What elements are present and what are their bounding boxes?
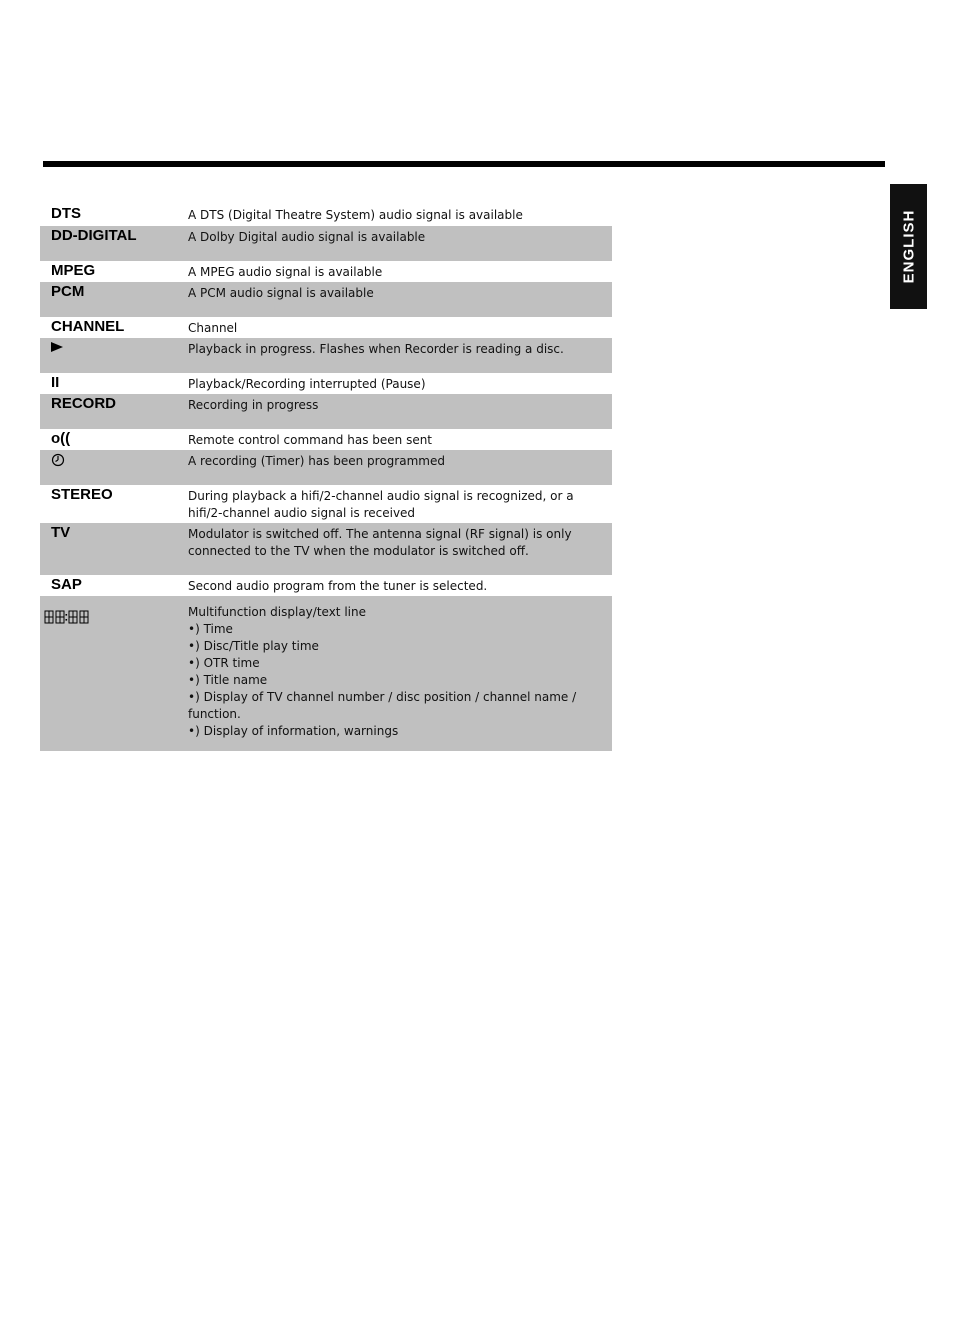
symbol-record: RECORD: [51, 395, 117, 412]
table-row-multifunction: [40, 596, 612, 751]
table-row-timer: [40, 450, 612, 485]
table-row-remote: [40, 429, 612, 450]
description: Remote control command has been sent: [188, 433, 433, 447]
description: Recording in progress: [188, 398, 319, 412]
description: Second audio program from the tuner is selected.: [188, 579, 488, 593]
table-row-dd-digital: [40, 226, 612, 261]
description: A recording (Timer) has been programmed: [188, 454, 445, 468]
symbol-multifunction: [40, 596, 188, 628]
description: During playback a hifi/2-channel audio signal is recognized, or a hifi/2-channel audio signal is received: [188, 489, 574, 520]
symbol-dd-digital: DD-DIGITAL: [51, 227, 137, 244]
segment-display-icon: [44, 610, 90, 624]
table-row-channel: [40, 317, 612, 338]
table-row-stereo: [40, 485, 612, 523]
symbol-remote: o((: [51, 430, 71, 447]
description: Channel: [188, 321, 238, 335]
symbol-mpeg: MPEG: [51, 262, 96, 279]
description: Playback/Recording interrupted (Pause): [188, 377, 426, 391]
table-row-dts: [40, 204, 612, 226]
table-row-record: [40, 394, 612, 429]
description: Modulator is switched off. The antenna signal (RF signal) is only connected to the TV when the modulator is switched off.: [188, 527, 572, 558]
description: A DTS (Digital Theatre System) audio signal is available: [188, 208, 523, 222]
symbol-tv: TV: [51, 524, 71, 541]
symbol-play: [40, 338, 188, 356]
description: A MPEG audio signal is available: [188, 265, 383, 279]
table-row-mpeg: [40, 261, 612, 282]
description: Multifunction display/text line •) Time •) Disc/Title play time •) OTR time •) Title name •) Display of TV channel number / disc position / channel name / function. •) Display of information, warnings: [188, 605, 577, 738]
symbol-channel: CHANNEL: [51, 318, 125, 335]
table-row-tv: [40, 523, 612, 575]
symbol-timer: [40, 450, 188, 471]
symbol-stereo: STEREO: [51, 486, 113, 503]
symbol-pause: II: [51, 374, 60, 391]
language-tab-label: ENGLISH: [900, 209, 917, 284]
play-triangle-icon: [51, 342, 63, 352]
table-row-play: [40, 338, 612, 373]
symbol-dts: DTS: [51, 205, 81, 222]
description: A Dolby Digital audio signal is available: [188, 230, 426, 244]
display-symbols-table: [40, 204, 612, 751]
top-rule: [43, 161, 885, 167]
description: A PCM audio signal is available: [188, 286, 374, 300]
table-row-pcm: [40, 282, 612, 317]
symbol-sap: SAP: [51, 576, 82, 593]
table-row-pause: [40, 373, 612, 394]
timer-clock-icon: [51, 453, 65, 467]
description: Playback in progress. Flashes when Recorder is reading a disc.: [188, 342, 564, 356]
language-tab: [890, 184, 927, 309]
table-row-sap: [40, 575, 612, 596]
symbol-pcm: PCM: [51, 283, 85, 300]
